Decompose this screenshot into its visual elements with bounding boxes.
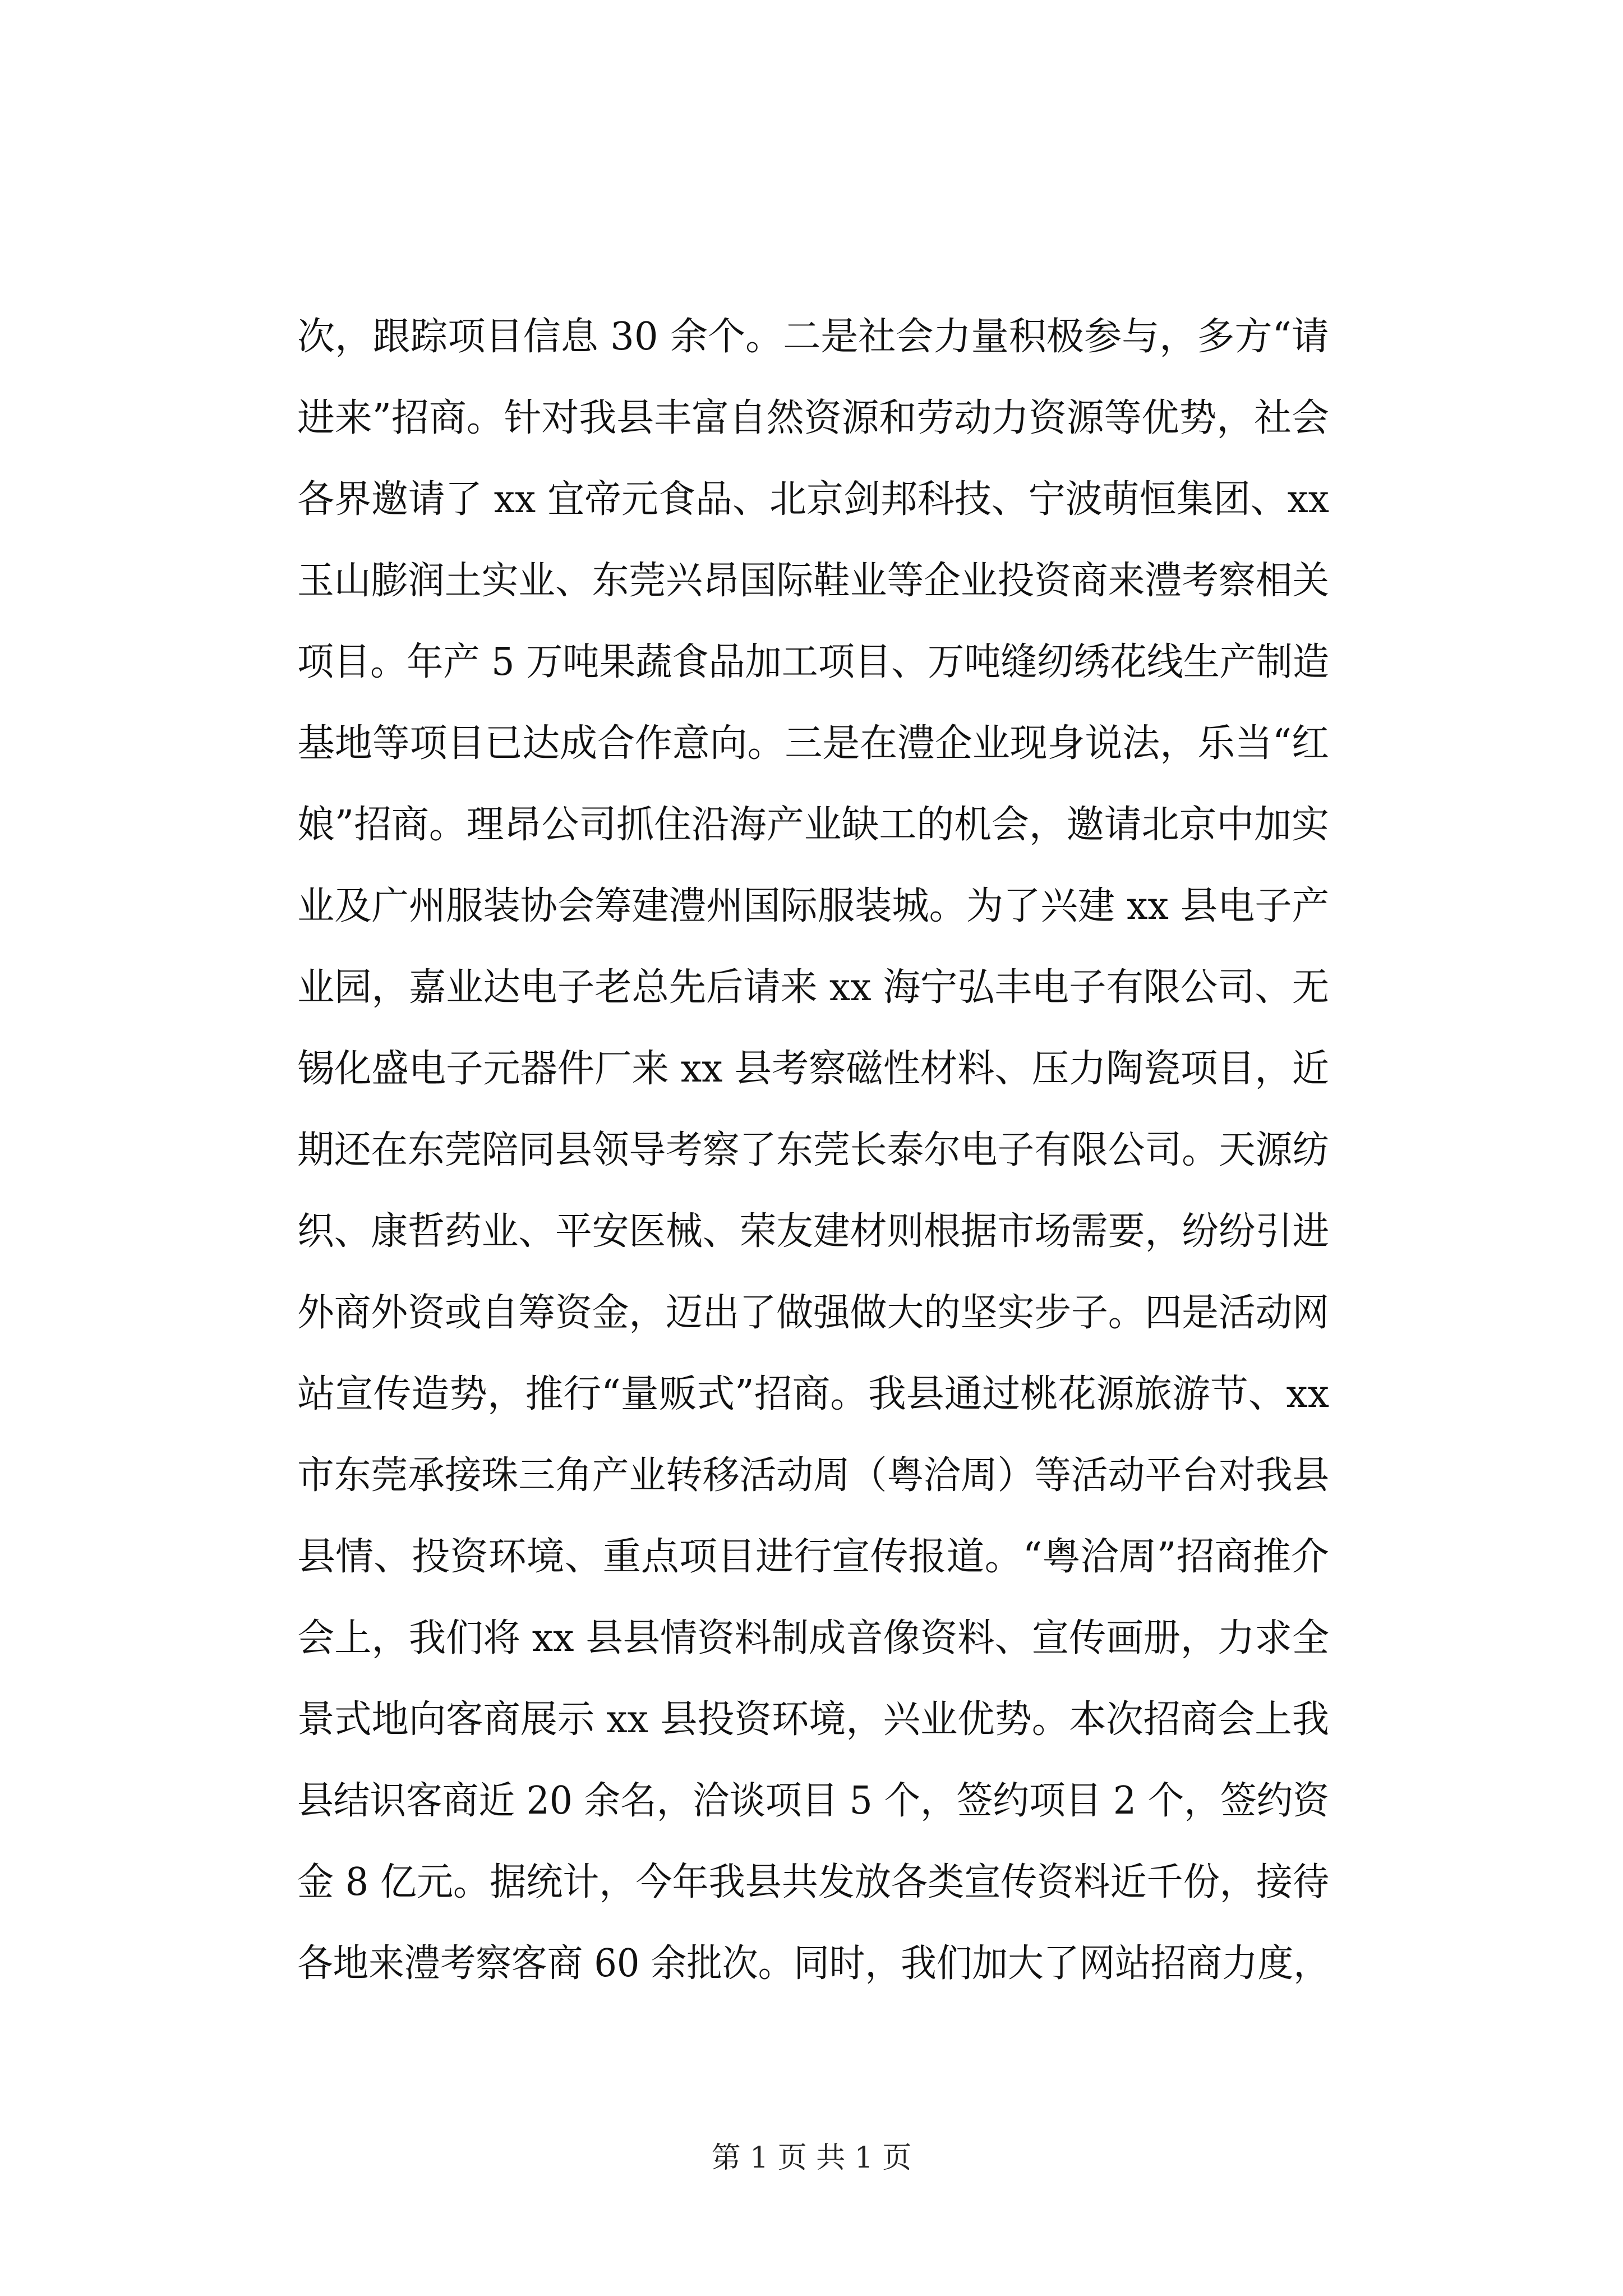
text-line-10 — [297, 1028, 1623, 1110]
text-line-20-content: 金 8 亿元。据统计，今年我县共发放各类宣传资料近千份，接待 — [297, 1860, 1330, 1904]
document-body — [297, 296, 1623, 2004]
text-line-14 — [297, 1354, 1623, 1435]
text-line-1 — [297, 296, 1623, 378]
text-line-17-content: 会上，我们将 xx 县县情资料制成音像资料、宣传画册，力求全 — [297, 1616, 1329, 1660]
text-line-13 — [297, 1272, 1623, 1354]
text-line-2 — [297, 378, 1623, 459]
text-line-12-content: 织、康哲药业、平安医械、荣友建材则根据市场需要，纷纷引进 — [297, 1209, 1330, 1254]
text-line-5-content: 项目。年产 5 万吨果蔬食品加工项目、万吨缝纫绣花线生产制造 — [297, 640, 1330, 684]
text-line-21 — [297, 1923, 1623, 2004]
page-footer — [0, 2138, 1623, 2178]
text-line-8 — [297, 866, 1623, 947]
text-line-13-content: 外商外资或自筹资金，迈出了做强做大的坚实步子。四是活动网 — [297, 1291, 1330, 1335]
text-line-7-content: 娘”招商。理昂公司抓住沿海产业缺工的机会，邀请北京中加实 — [297, 803, 1329, 847]
text-line-1-content: 次，跟踪项目信息 30 余个。二是社会力量积极参与，多方“请 — [297, 315, 1329, 359]
text-line-3 — [297, 459, 1623, 540]
text-line-2-content: 进来”招商。针对我县丰富自然资源和劳动力资源等优势，社会 — [297, 396, 1329, 440]
text-line-18-content: 景式地向客商展示 xx 县投资环境，兴业优势。本次招商会上我 — [297, 1697, 1329, 1742]
text-line-4 — [297, 540, 1623, 622]
text-line-18 — [297, 1679, 1623, 1760]
text-line-16 — [297, 1516, 1623, 1598]
text-line-17 — [297, 1598, 1623, 1679]
text-line-16-content: 县情、投资环境、重点项目进行宣传报道。“粤洽周”招商推介 — [297, 1535, 1329, 1579]
text-line-3-content: 各界邀请了 xx 宜帝元食品、北京剑邦科技、宁波萌恒集团、xx — [297, 477, 1329, 522]
page-number-label: 第 1 页 共 1 页 — [711, 2141, 912, 2175]
text-line-9 — [297, 947, 1623, 1028]
text-line-11-content: 期还在东莞陪同县领导考察了东莞长泰尔电子有限公司。天源纺 — [297, 1128, 1330, 1172]
text-line-15 — [297, 1435, 1623, 1516]
text-line-6-content: 基地等项目已达成合作意向。三是在澧企业现身说法，乐当“红 — [297, 721, 1329, 766]
text-line-4-content: 玉山膨润土实业、东莞兴昂国际鞋业等企业投资商来澧考察相关 — [297, 559, 1330, 603]
text-line-19 — [297, 1760, 1623, 1842]
text-line-7 — [297, 784, 1623, 866]
text-line-6 — [297, 703, 1623, 784]
text-line-20 — [297, 1842, 1623, 1923]
text-line-21-content: 各地来澧考察客商 60 余批次。同时，我们加大了网站招商力度， — [297, 1941, 1329, 1986]
text-line-12 — [297, 1191, 1623, 1272]
text-line-5 — [297, 622, 1623, 703]
text-line-8-content: 业及广州服装协会筹建澧州国际服装城。为了兴建 xx 县电子产 — [297, 884, 1329, 928]
text-line-11 — [297, 1110, 1623, 1191]
text-line-14-content: 站宣传造势，推行“量贩式”招商。我县通过桃花源旅游节、xx — [297, 1372, 1329, 1416]
text-line-10-content: 锡化盛电子元器件厂来 xx 县考察磁性材料、压力陶瓷项目，近 — [297, 1047, 1329, 1091]
text-line-19-content: 县结识客商近 20 余名，洽谈项目 5 个，签约项目 2 个，签约资 — [297, 1779, 1329, 1823]
text-line-9-content: 业园，嘉业达电子老总先后请来 xx 海宁弘丰电子有限公司、无 — [297, 965, 1329, 1010]
text-line-15-content: 市东莞承接珠三角产业转移活动周（粤洽周）等活动平台对我县 — [297, 1453, 1330, 1498]
